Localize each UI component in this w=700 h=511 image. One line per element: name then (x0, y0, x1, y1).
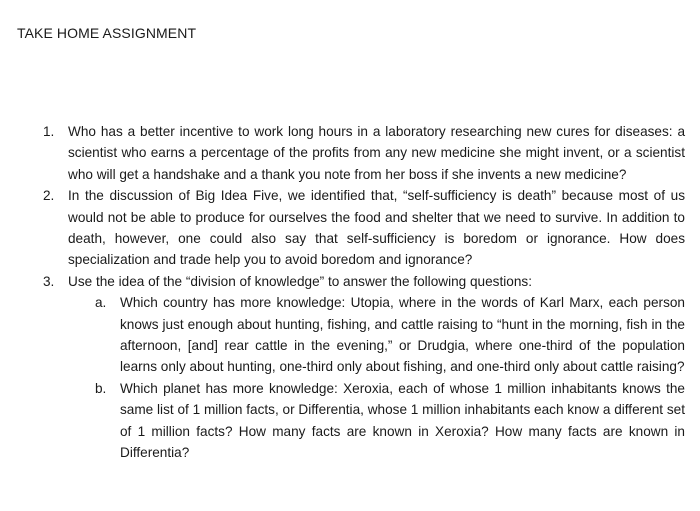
question-list (0, 121, 700, 464)
sub-question-letter: b. (95, 380, 107, 396)
sub-question-text: Which country has more knowledge: Utopia, where in the words of Karl Marx, each person knows just enough about hunting, fishing, and cattle raising to “hunt in the morning, fish in the afternoon, [and] rear cattle in the evening,” or Drudgia, where one-third of the population learns only about hunting, one-third only about fishing, and one-third only about cattle raising? (120, 295, 685, 375)
question-number: 2. (43, 188, 55, 204)
question-number: 3. (43, 273, 55, 289)
sub-question-text: Which planet has more knowledge: Xeroxia, each of whose 1 million inhabitants knows the same list of 1 million facts, or Differentia, whose 1 million inhabitants each know a different set of 1 million facts? How many facts are known in Xeroxia? How many facts are known in Differentia? (120, 380, 685, 461)
sub-question-b (68, 378, 685, 464)
question-text: Use the idea of the “division of knowledge” to answer the following questions: (68, 273, 532, 289)
question-1 (0, 121, 700, 185)
question-2 (0, 185, 700, 271)
sub-question-a (68, 292, 685, 378)
question-text: Who has a better incentive to work long hours in a laboratory researching new cures for diseases: a scientist who earns a percentage of the profits from any new medicine she might invent, or a scientist who will get a handshake and a thank you note from her boss if she invents a new medicine? (68, 124, 685, 182)
sub-question-list (68, 292, 685, 463)
question-number: 1. (43, 124, 55, 139)
document-title: TAKE HOME ASSIGNMENT (17, 25, 197, 41)
question-text: In the discussion of Big Idea Five, we identified that, “self-sufficiency is death” because most of us would not be able to produce for ourselves the food and shelter that we need to survive. In addition to death, however, one could also say that self-sufficiency is boredom or ignorance. How does specialization and trade help you to avoid boredom and ignorance? (68, 188, 685, 268)
question-3 (0, 271, 700, 464)
sub-question-letter: a. (95, 295, 107, 311)
